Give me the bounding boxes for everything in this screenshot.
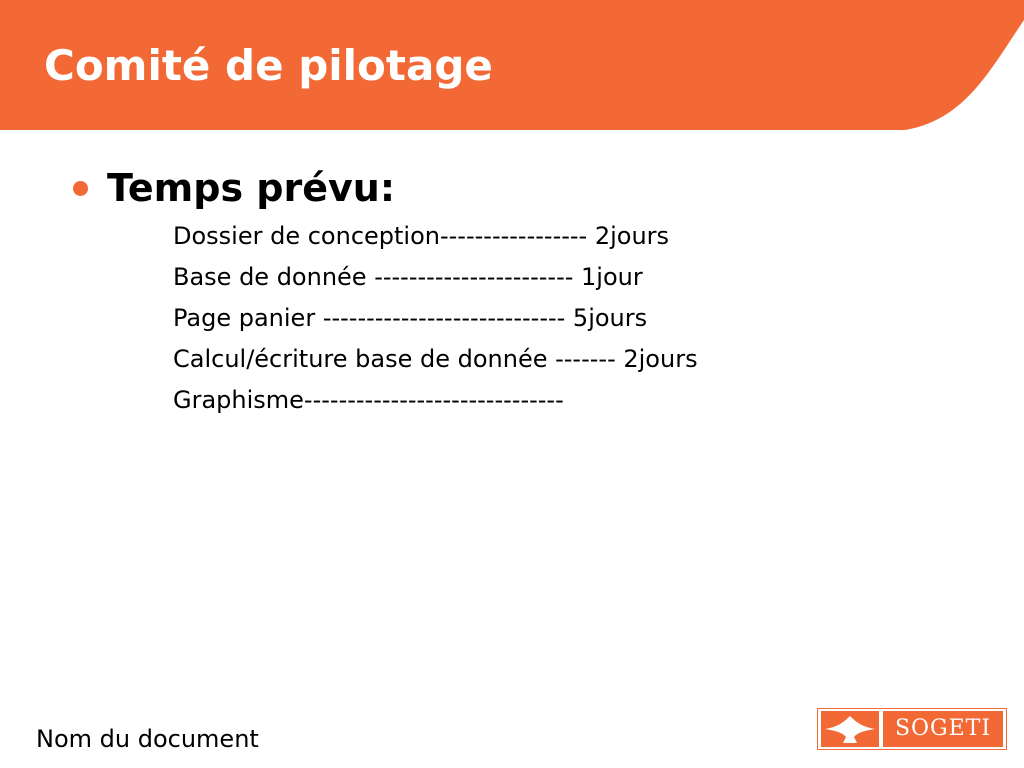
document-name: Nom du document [36,725,259,753]
slide-title: Comité de pilotage [44,41,493,90]
bullet-heading: Temps prévu: [107,166,396,210]
spade-icon [821,711,879,747]
task-line: Calcul/écriture base de donnée ------- 2jours [173,345,698,373]
task-line: Base de donnée ----------------------- 1jour [173,263,643,291]
task-line: Graphisme------------------------------ [173,386,564,414]
logo-wordmark: SOGETI [883,711,1003,747]
sogeti-logo [817,708,1007,750]
task-line: Dossier de conception----------------- 2jours [173,222,670,250]
bullet-item [70,160,970,216]
task-list [173,216,698,421]
task-line: Page panier ---------------------------- 5jours [173,304,648,332]
bullet-icon [73,181,88,196]
slide-content [70,160,970,414]
title-banner [0,0,1024,130]
